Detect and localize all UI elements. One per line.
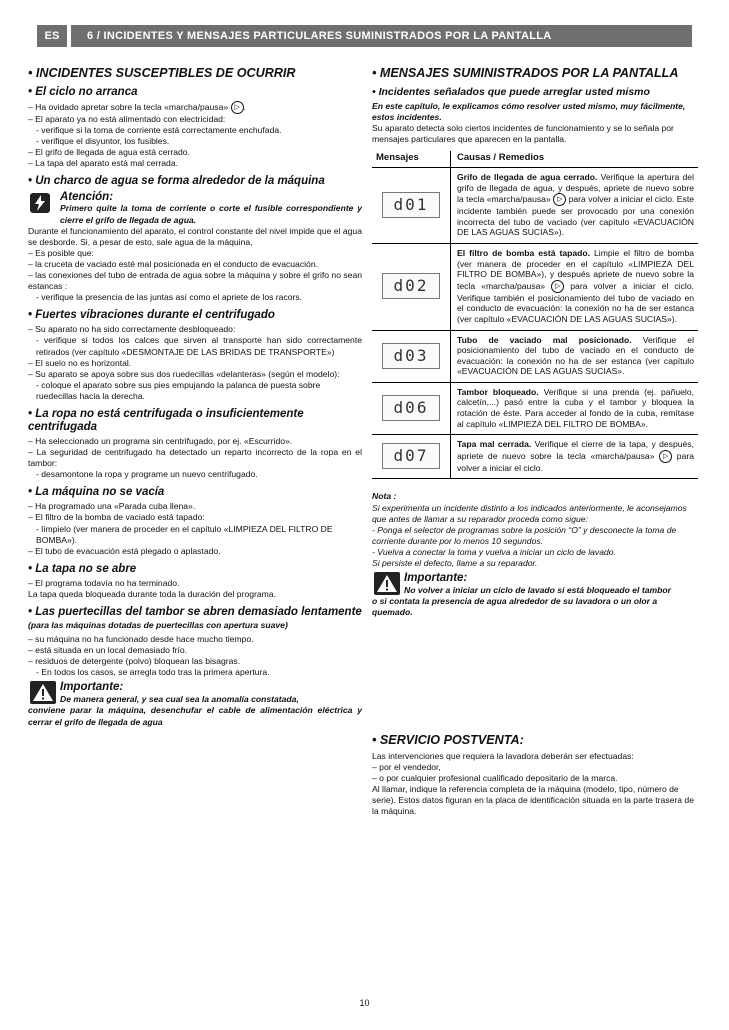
table-row: d01 Grifo de llegada de agua cerrado. Verifique la apertura del grifo de llegada de agua, y después, apriete de nuevo sobre la tecla «marcha/pausa» ▷ para volver a iniciar el ciclo. Este incidente también puede ser provocado por una conexión incorrecta del tubo de vaciado (ver capítulo «EVACUACIÓN DE LAS AGUAS SUCIAS»).	[372, 167, 698, 243]
important-box-left	[28, 681, 362, 727]
important-title: Importante:	[60, 681, 124, 694]
s7-title: • Las puertecillas del tambor se abren demasiado lentamente (para las máquinas dotadas de puertecillas con apertura suave)	[28, 606, 362, 630]
s3-line: – Su aparato no ha sido correctamente desbloqueado:	[28, 324, 236, 335]
display-code: d03	[382, 343, 440, 369]
s6-line: La tapa queda bloqueada durante toda la duración del programa.	[28, 588, 276, 599]
s5-title: • La máquina no se vacía	[28, 486, 165, 499]
note-text: - Ponga el selector de programas sobre la posición “O” y desconecte la toma de corriente durante por lo menos 10 segundos.	[372, 524, 677, 546]
service-line: – por el vendedor,	[372, 762, 441, 773]
right-title: • MENSAJES SUMINISTRADOS POR LA PANTALLA	[372, 66, 679, 80]
s2-paragraph: Durante el funcionamiento del aparato, el control constante del nivel impide que el agua se desborde. Si, a pesar de esto, sale agua de la máquina,	[28, 225, 362, 247]
s1-line: - verifique el disyuntor, los fusibles.	[36, 136, 170, 147]
s7-title-note: (para las máquinas dotadas de puertecillas con apertura suave)	[28, 620, 288, 630]
s7-line: – está situada en un local demasiado frío.	[28, 645, 188, 656]
start-pause-icon: ▷	[551, 280, 564, 293]
s4-line: - desamontone la ropa y programe un nuevo centrifugado.	[36, 469, 258, 480]
s1-title: • El ciclo no arranca	[28, 86, 138, 98]
s4-title: • La ropa no está centrifugada o insuficientemente centrifugada	[28, 407, 304, 433]
display-code: d07	[382, 443, 440, 469]
s4-line: – La seguridad de centrifugado ha detectado un reparto incorrecto de la ropa en el tambor:	[28, 447, 362, 469]
service-line: Al llamar, indique la referencia completa de la máquina (modelo, tipo, número de serie). Estos datos figuran en la placa de identificación situada en la parte trasera de la máquina.	[372, 784, 694, 817]
start-pause-icon: ▷	[659, 450, 672, 463]
service-line: – o por cualquier profesional cualificado depositario de la marca.	[372, 773, 618, 784]
table-row: d03 Tubo de vaciado mal posicionado. Verifique el posicionamiento del tubo de vaciado en el conducto de evacuación: la conexión no ha de ser estanca (ver capítulo «EVACUACIÓN DE LAS AGUAS SUCIAS».	[372, 330, 698, 382]
s1-line: – El aparato ya no está alimentado con electricidad:	[28, 114, 226, 124]
s7-line: – residuos de detergente (polvo) bloquean las bisagras.	[28, 656, 241, 667]
important-text: No volver a iniciar un ciclo de lavado si está bloqueado el tambor	[404, 585, 671, 596]
table-row: d02 El filtro de bomba está tapado. Limpie el filtro de bomba (ver manera de proceder en el capítulo «LIMPIEZA DEL FILTRO DE BOMBA»), y después apriete de nuevo sobre la tecla «marcha/pausa» ▷ para volver a iniciar el ciclo. Verifique también el posicionamiento del tubo de vaciado en el conducto de evacuación: la conexión no ha de ser estanca (ver capítulo «EVACUACIÓN DE LAS AGUAS SUCIAS»).	[372, 243, 698, 330]
table-header-messages: Mensajes	[372, 151, 451, 167]
service-line: Las intervenciones que requiera la lavadora deberán ser efectuadas:	[372, 751, 634, 761]
important-title: Importante:	[404, 572, 468, 585]
note-text: Si persiste el defecto, llame a su reparador.	[372, 558, 538, 568]
display-code: d06	[382, 395, 440, 421]
table-row: d06 Tambor bloqueado. Verifique si una prenda (ej. pañuelo, calcetín,...) pasó entre la cuba y el tambor y bloquea la rotación de éste. Para acceder al fondo de la cuba, remítase al capítulo «LIMPIEZA DEL FILTRO DE BOMBA».	[372, 382, 698, 434]
warning-triangle-icon	[30, 681, 56, 704]
s2-line: – la cruceta de vaciado esté mal posicionada en el conducto de evacuación.	[28, 258, 318, 269]
intro-text: Su aparato detecta solo ciertos incidentes de funcionamiento y se lo señala por mensajes particulares que aparecen en la pantalla.	[372, 123, 674, 145]
s1-line: – La tapa del aparato está mal cerrada.	[28, 158, 179, 169]
important-text: o si contata la presencia de agua alrededor de su lavadora o un olor a quemado.	[372, 596, 658, 618]
s2-line: - verifique la presencia de las juntas así como el apriete de los racors.	[36, 292, 303, 303]
s3-line: – Su aparato se apoya sobre sus dos ruedecillas «delanteras» (según el modelo):	[28, 368, 340, 379]
s2-title: • Un charco de agua se forma alrededor de la máquina	[28, 175, 325, 188]
table-row: d07 Tapa mal cerrada. Verifique el cierre de la tapa, y después, apriete de nuevo sobre la tecla «marcha/pausa» ▷ para volver a iniciar el ciclo.	[372, 435, 698, 479]
warning-triangle-icon	[374, 572, 400, 595]
s5-line: – El tubo de evacuación está plegado o aplastado.	[28, 545, 221, 556]
messages-table	[372, 151, 698, 479]
start-pause-icon: ▷	[231, 101, 244, 114]
left-column	[28, 66, 362, 728]
electric-hazard-icon	[30, 193, 50, 213]
note-text: - Vuelva a conectar la toma y vuelva a iniciar un ciclo de lavado.	[372, 546, 616, 557]
right-subtitle: • Incidentes señalados que puede arreglar usted mismo	[372, 86, 650, 98]
intro-bold: En este capítulo, le explicamos cómo resolver usted mismo, muy fácilmente, estos incidentes.	[372, 101, 686, 123]
s7-line: - En todos los casos, se arregla todo tras la primera apertura.	[36, 667, 270, 678]
attention-text: Primero quite la toma de corriente o corte el fusible correspondiente y cierre el grifo de llegada de agua.	[60, 203, 362, 225]
start-pause-icon: ▷	[553, 193, 566, 206]
service-title: • SERVICIO POSTVENTA:	[372, 733, 524, 747]
s3-title: • Fuertes vibraciones durante el centrifugado	[28, 309, 275, 322]
s2-line: – las conexiones del tubo de entrada de agua sobre la máquina y sobre el grifo no sean estancas :	[28, 270, 362, 292]
important-text: conviene parar la máquina, desenchufar el cable de alimentación eléctrica y cerrar el grifo de llegada de agua	[28, 705, 362, 727]
page-number: 10	[359, 998, 370, 1008]
language-badge: ES	[37, 25, 67, 47]
s1-line: – Ha ovidado apretar sobre la tecla «marcha/pausa» ▷ .	[28, 101, 362, 114]
s6-title: • La tapa no se abre	[28, 562, 137, 575]
s4-line: – Ha seleccionado un programa sin centrifugado, por ej. «Escurrido».	[28, 435, 293, 446]
s1-line: - verifique si la toma de corriente está correctamente enchufada.	[36, 125, 282, 136]
important-box-right	[372, 572, 698, 618]
s5-line: - límpielo (ver manera de proceder en el capítulo «LIMPIEZA DEL FILTRO DE BOMBA»).	[36, 523, 333, 545]
table-header-causes: Causas / Remedios	[451, 151, 699, 167]
s3-line: – El suelo no es horizontal.	[28, 357, 132, 368]
s5-line: – El filtro de la bomba de vaciado está tapado:	[28, 512, 205, 523]
section-title: 6 / INCIDENTES Y MENSAJES PARTICULARES SUMINISTRADOS POR LA PANTALLA	[71, 25, 692, 47]
display-code: d02	[382, 273, 440, 299]
page-header	[37, 25, 692, 47]
important-text: De manera general, y sea cual sea la anomalía constatada,	[60, 694, 299, 705]
s5-line: – Ha programado una «Parada cuba llena».	[28, 501, 196, 512]
note-block	[372, 491, 698, 569]
attention-title: Atención:	[60, 191, 114, 204]
left-title: • INCIDENTES SUSCEPTIBLES DE OCURRIR	[28, 66, 296, 80]
s1-line: – El grifo de llegada de agua está cerrado.	[28, 147, 190, 158]
display-code: d01	[382, 192, 440, 218]
service-section	[372, 733, 698, 818]
s7-line: – su máquina no ha funcionado desde hace mucho tiempo.	[28, 634, 254, 644]
s3-line: - verifique si todos los calces que sirven al transporte han sido correctamente retirados (ver capítulo «DESMONTAJE DE LAS BRIDAS DE TRANSPORTE»)	[36, 335, 362, 357]
note-title: Nota :	[372, 491, 397, 502]
attention-box	[28, 191, 362, 221]
note-text: Si experimenta un incidente distinto a los indicados anteriormente, le aconsejamos que antes de llamar a su reparador proceda como sigue:	[372, 502, 687, 524]
right-column	[372, 66, 698, 618]
s3-line: - coloque el aparato sobre sus pies empujando la palanca de puesta sobre ruedecillas hacia la derecha.	[36, 379, 321, 401]
s6-line: – El programa todavía no ha terminado.	[28, 577, 180, 588]
s2-line: – Es posible que:	[28, 247, 94, 258]
